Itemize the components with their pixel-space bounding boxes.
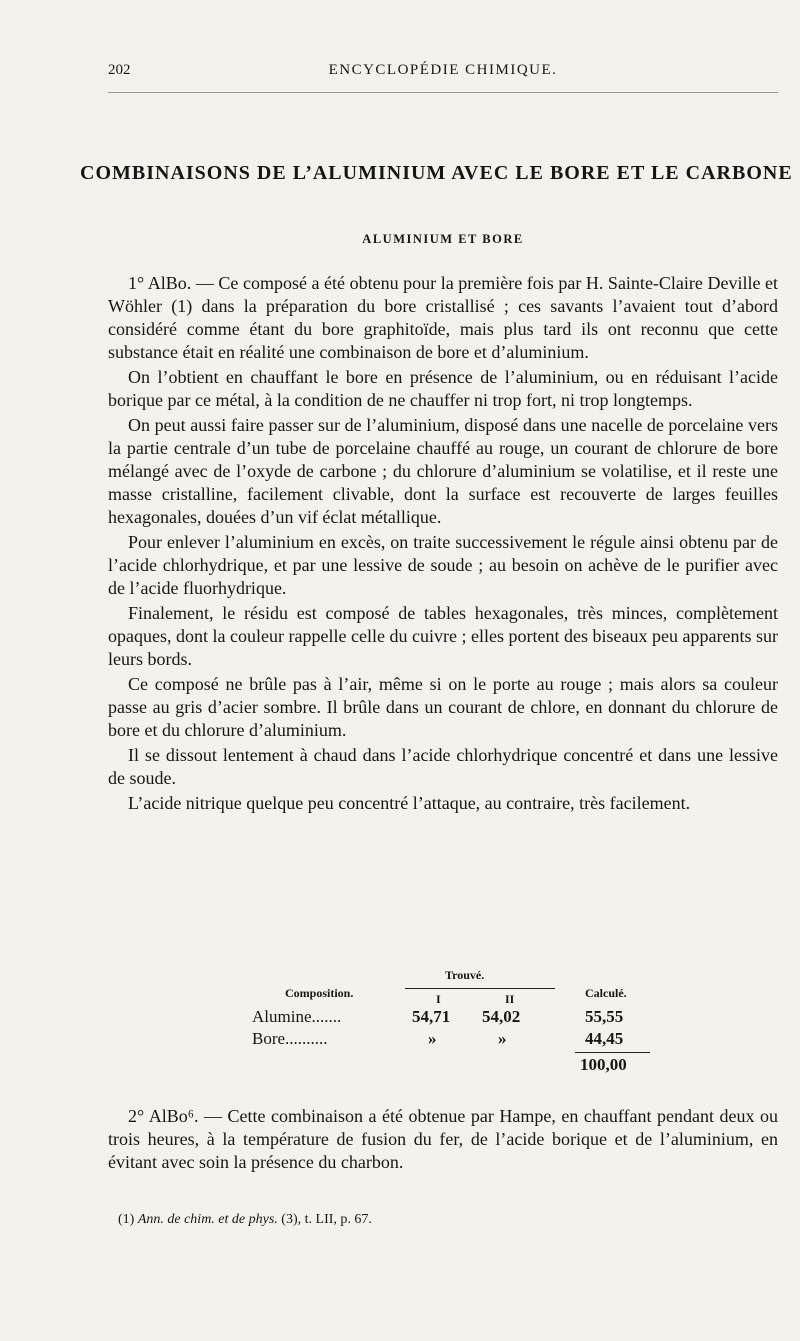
paragraph-albo-intro: 1° AlBo. — Ce composé a été obtenu pour la première fois par H. Sainte-Claire Deville et Wöhler (1) dans la préparation du bore cristallisé ; ces savants l’avaient tout d’abord considéré comme étant du bore graphitoïde, mais plus tard ils ont reconnu que cette substance était en réalité une combinaison de bore et d’aluminium.	[108, 273, 778, 362]
value-bore-calc: 44,45	[585, 1029, 624, 1048]
value-alumine-ii: 54,02	[482, 1007, 521, 1026]
value-total: 100,00	[580, 1055, 627, 1074]
section-albo6	[108, 1105, 778, 1174]
header-rule	[108, 92, 778, 93]
row-label-alumine: Alumine.......	[252, 1007, 342, 1026]
footnote-ref: (3), t. LII, p. 67.	[281, 1212, 372, 1227]
row-label-bore: Bore..........	[252, 1029, 328, 1048]
running-head	[108, 62, 778, 86]
paragraph-combustion: Ce composé ne brûle pas à l’air, même si on le porte au rouge ; mais alors sa couleur passe au gris d’acier sombre. Il brûle dans un courant de chlore, en donnant du chlorure de bore et du chlorure d’aluminium.	[108, 674, 778, 740]
value-alumine-i: 54,71	[412, 1007, 451, 1026]
header-composition: Composition.	[285, 986, 354, 1000]
footnote	[118, 1212, 768, 1228]
value-bore-i: »	[428, 1029, 437, 1048]
header-found: Trouvé.	[445, 968, 485, 982]
paragraph-residue: Finalement, le résidu est composé de tables hexagonales, très minces, complètement opaques, dont la couleur rappelle celle du cuivre ; elles portent des biseaux peu apparents sur leurs bords.	[108, 603, 778, 669]
value-alumine-calc: 55,55	[585, 1007, 624, 1026]
paragraph-albo6: 2° AlBo⁶. — Cette combinaison a été obtenue par Hampe, en chauffant pendant deux ou trois heures, à la température de fusion du fer, de l’acide borique et de l’aluminium, en évitant avec soin la présence du charbon.	[108, 1106, 778, 1172]
subheader-i: I	[436, 992, 441, 1006]
subheader-ii: II	[505, 992, 515, 1006]
footnote-source: Ann. de chim. et de phys.	[137, 1212, 278, 1227]
header-calc: Calculé.	[585, 986, 627, 1000]
value-bore-ii: »	[498, 1029, 507, 1048]
body-text	[108, 272, 778, 815]
found-bracket-rule	[405, 988, 555, 989]
composition-table	[240, 968, 670, 1080]
footnote-mark: (1)	[118, 1212, 135, 1227]
total-rule	[575, 1052, 650, 1053]
page-number: 202	[108, 62, 131, 78]
paragraph-solubility: Il se dissout lentement à chaud dans l’acide chlorhydrique concentré et dans une lessive de soude.	[108, 745, 778, 788]
section-title: ALUMINIUM ET BORE	[362, 232, 524, 246]
chapter-title: COMBINAISONS DE L’ALUMINIUM AVEC LE BORE ET LE CARBONE	[80, 162, 793, 184]
paragraph-nitric-acid: L’acide nitrique quelque peu concentré l’attaque, au contraire, très facilement.	[128, 793, 691, 813]
paragraph-chlorure-method: On peut aussi faire passer sur de l’aluminium, disposé dans une nacelle de porcelaine vers la partie centrale d’un tube de porcelaine chauffé au rouge, un courant de chlorure de bore mélangé avec de l’oxyde de carbone ; du chlorure d’aluminium se volatilise, et il reste une masse cristalline, facilement clivable, dont la surface est recouverte de larges feuilles hexagonales, douées d’un vif éclat métallique.	[108, 415, 778, 527]
paragraph-preparation: On l’obtient en chauffant le bore en présence de l’aluminium, ou en réduisant l’acide borique par ce métal, à la condition de ne chauffer ni trop fort, ni trop longtemps.	[108, 367, 778, 410]
running-title: ENCYCLOPÉDIE CHIMIQUE.	[328, 62, 558, 78]
paragraph-purification: Pour enlever l’aluminium en excès, on traite successivement le régule ainsi obtenu par de l’acide chlorhydrique, et par une lessive de soude ; au besoin on achève de le purifier avec de l’acide fluorhydrique.	[108, 532, 778, 598]
